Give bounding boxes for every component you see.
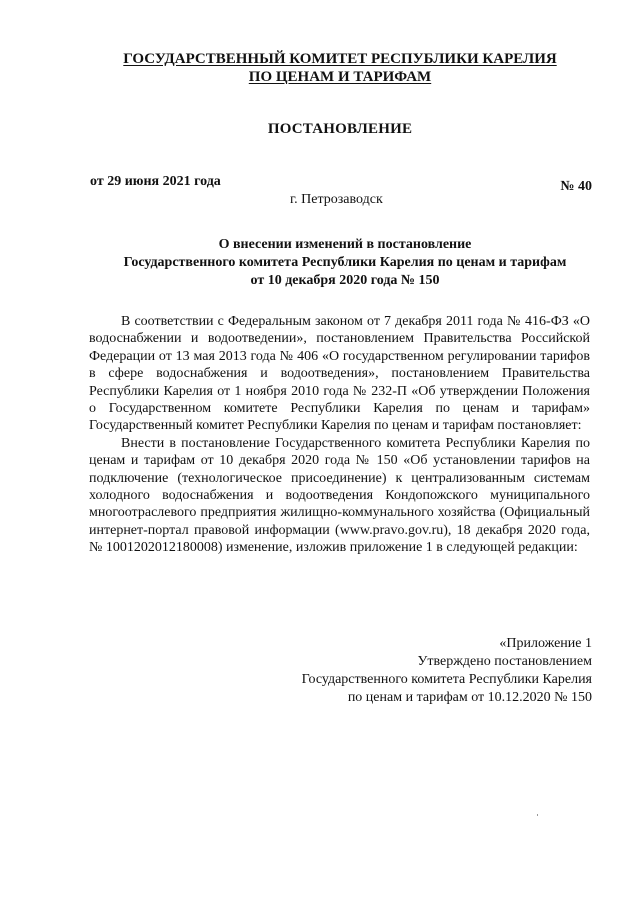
appendix-heading bbox=[302, 635, 592, 707]
appendix-line2: Утверждено постановлением bbox=[417, 654, 592, 669]
subject-line1: О внесении изменений в постановление bbox=[218, 237, 472, 252]
appendix-line3: Государственного комитета Республики Карелия bbox=[301, 672, 592, 687]
document-city: г. Петрозаводск bbox=[290, 192, 383, 207]
appendix-line4: по ценам и тарифам от 10.12.2020 № 150 bbox=[347, 690, 592, 705]
body-paragraph-2: Внести в постановление Государственного комитета Республики Карелия по ценам и тарифам от 10 декабря 2020 года № 150 «Об установлении тарифов на подключение (технологическое присоединение) к централизованным системам холодного водоснабжения и водоотведения Кондопожского муниципального многоотраслевого предприятия жилищно-коммунального хозяйства (Официальный интернет-портал правовой информации (www.pravo.gov.ru), 18 декабря 2020 года, № 1001202012180008) изменение, изложив приложение 1 в следующей редакции: bbox=[89, 435, 590, 556]
document-number: № 40 bbox=[560, 179, 592, 194]
document-type-label: ПОСТАНОВЛЕНИЕ bbox=[267, 121, 413, 137]
document-subject bbox=[80, 236, 610, 290]
document-date: от 29 июня 2021 года bbox=[90, 174, 221, 189]
subject-line2: Государственного комитета Республики Карелия по ценам и тарифам bbox=[123, 255, 567, 270]
document-body bbox=[89, 313, 590, 557]
subject-line3: от 10 декабря 2020 года № 150 bbox=[250, 273, 440, 288]
issuer-name-line1: ГОСУДАРСТВЕННЫЙ КОМИТЕТ РЕСПУБЛИКИ КАРЕЛИЯ bbox=[123, 51, 557, 67]
appendix-line1: «Приложение 1 bbox=[499, 636, 592, 651]
issuer-name-line2: ПО ЦЕНАМ И ТАРИФАМ bbox=[248, 69, 432, 85]
body-paragraph-1: В соответствии с Федеральным законом от 7 декабря 2011 года № 416-ФЗ «О водоснабжении и водоотведении», постановлением Правительства Российской Федерации от 13 мая 2013 года № 406 «О государственном регулировании тарифов в сфере водоснабжения и водоотведения», постановлением Правительства Республики Карелия от 1 ноября 2010 года № 232-П «Об утверждении Положения о Государственном комитете Республики Карелия по ценам и тарифам» Государственный комитет Республики Карелия по ценам и тарифам постановляет: bbox=[89, 314, 590, 434]
scan-speck bbox=[537, 814, 538, 816]
